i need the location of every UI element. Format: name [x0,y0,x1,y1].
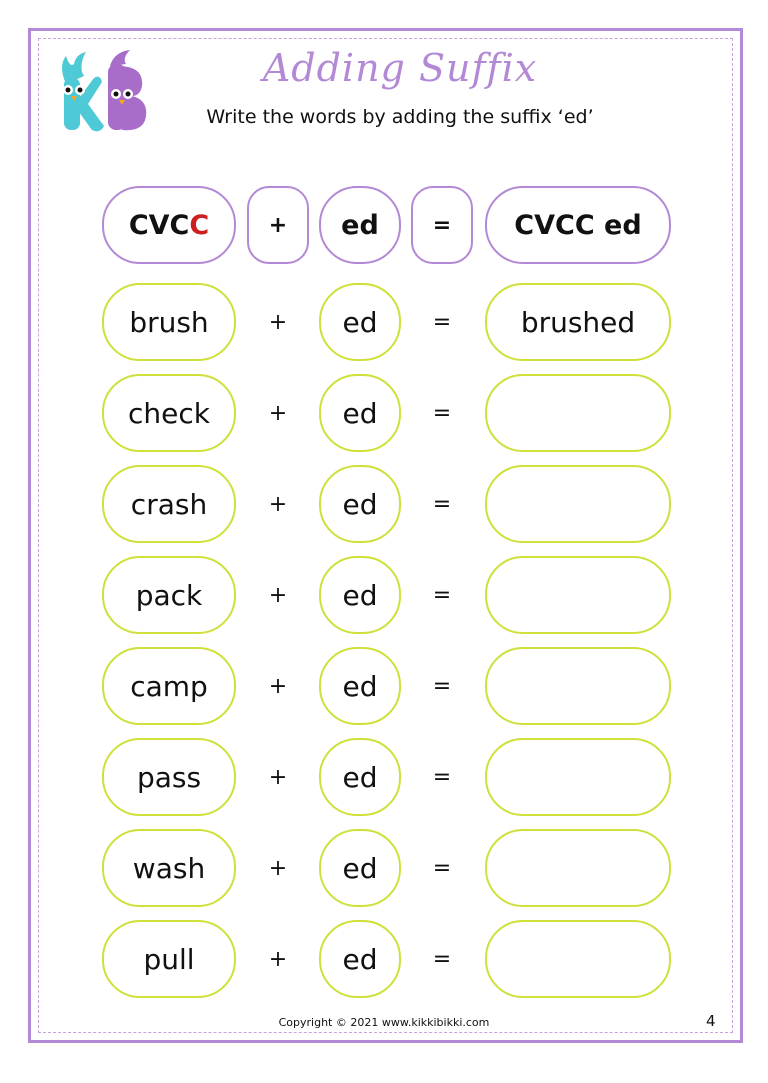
instruction-text: Write the words by adding the suffix ‘ed’ [206,106,594,128]
base-word-box: wash [102,829,236,907]
answer-box[interactable] [485,374,671,452]
suffix-box: ed [319,465,401,543]
suffix-box: ed [319,374,401,452]
exercise-row [0,556,768,634]
equals-sign: = [411,738,473,816]
plus-sign: + [247,920,309,998]
page-title: Adding Suffix [262,46,538,90]
suffix-box: ed [319,920,401,998]
equals-sign: = [411,829,473,907]
plus-sign: + [247,283,309,361]
equals-sign: = [411,556,473,634]
answer-box[interactable]: brushed [485,283,671,361]
copyright-text: Copyright © 2021 www.kikkibikki.com [278,1016,490,1029]
exercise-row [0,920,768,998]
plus-sign: + [247,556,309,634]
pattern-plus-box: + [247,186,309,264]
answer-box[interactable] [485,647,671,725]
answer-box[interactable] [485,465,671,543]
plus-sign: + [247,374,309,452]
suffix-box: ed [319,829,401,907]
answer-box[interactable] [485,920,671,998]
pattern-equals-box: = [411,186,473,264]
answer-box[interactable] [485,738,671,816]
plus-sign: + [247,465,309,543]
page-number: 4 [706,1012,716,1030]
equals-sign: = [411,374,473,452]
exercise-row [0,829,768,907]
pattern-suffix-box: ed [319,186,401,264]
base-word-box: brush [102,283,236,361]
base-word-box: pass [102,738,236,816]
base-word-box: check [102,374,236,452]
base-word-box: pack [102,556,236,634]
plus-sign: + [247,829,309,907]
pattern-result-box: CVCC ed [485,186,671,264]
exercise-row [0,374,768,452]
plus-sign: + [247,647,309,725]
answer-box[interactable] [485,829,671,907]
suffix-box: ed [319,283,401,361]
base-word-box: crash [102,465,236,543]
exercise-row [0,465,768,543]
pattern-base-box [102,186,236,264]
suffix-box: ed [319,738,401,816]
answer-box[interactable] [485,556,671,634]
equals-sign: = [411,283,473,361]
pattern-base-prefix: CVC [128,209,190,241]
pattern-row [0,186,768,264]
kb-mascot-logo-icon [52,46,154,134]
base-word-box: pull [102,920,236,998]
pattern-base-highlight: C [189,209,210,241]
suffix-box: ed [319,556,401,634]
equals-sign: = [411,920,473,998]
exercise-row [0,283,768,361]
suffix-box: ed [319,647,401,725]
exercise-row [0,647,768,725]
exercise-row [0,738,768,816]
equals-sign: = [411,465,473,543]
plus-sign: + [247,738,309,816]
equals-sign: = [411,647,473,725]
base-word-box: camp [102,647,236,725]
